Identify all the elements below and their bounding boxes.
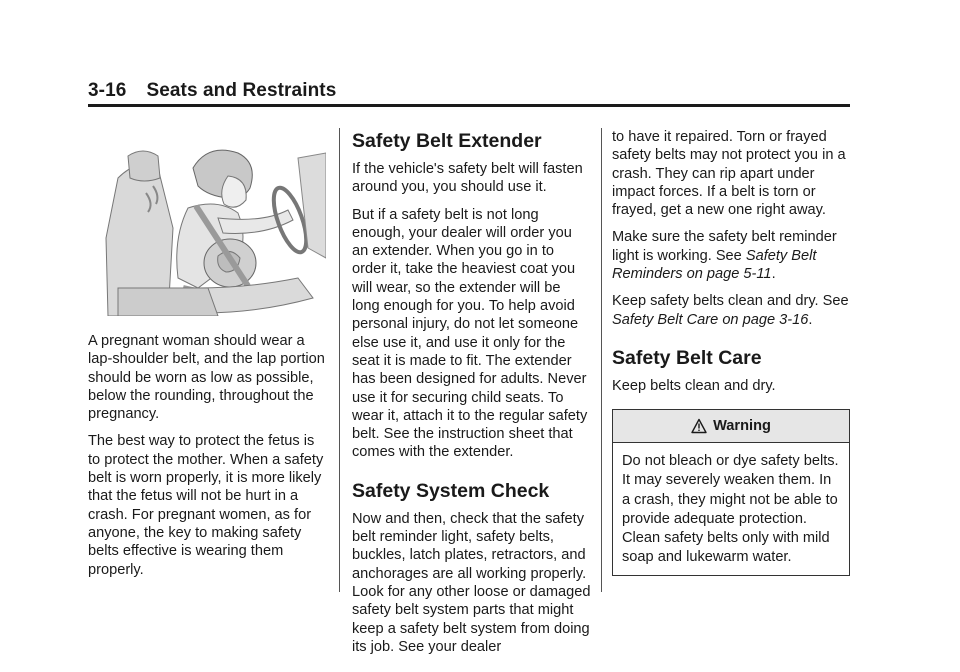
page-header [88,80,336,102]
page-number: 3-16 [88,80,127,101]
column-1 [88,128,328,588]
column-divider-right [601,128,602,592]
column-3 [612,128,852,576]
cross-reference-link[interactable]: Safety Belt Reminders on page 5-11 [612,247,817,283]
section-title: Seats and Restraints [146,80,337,101]
pregnant-woman-seatbelt-illustration [98,138,326,316]
paragraph: Keep safety belts clean and dry. See Safety Belt Care on page 3-16. [612,293,849,328]
column-divider-left [339,128,340,592]
column-2 [352,128,592,665]
warning-header [613,410,849,443]
paragraph: But if a safety belt is not long enough, your dealer will order you an extender. When you go in to order it, take the heaviest coat you will wear, so the extender will be long enough for you. To help avoid personal injury, do not let someone else use it, and use it only for the seat it is made to fit. The extender has been designed for adults. Never use it for securing child seats. To wear it, attach it to the regular safety belt. See the instruction sheet that comes with the extender. [352,206,588,461]
header-rule [88,104,850,107]
warning-box [612,409,850,576]
paragraph: to have it repaired. Torn or frayed safety belts may not protect you in a crash. They can rip apart under impact forces. If a belt is torn or frayed, get a new one right away. [612,129,846,219]
warning-triangle-icon [691,418,707,434]
paragraph: Now and then, check that the safety belt reminder light, safety belts, buckles, latch plates, retractors, and anchorages are all working properly. Look for any other loose or damaged safety belt system parts that might keep a safety belt system from doing its job. See your dealer [352,510,591,655]
paragraph: Keep belts clean and dry. [612,377,776,394]
paragraph: The best way to protect the fetus is to protect the mother. When a safety belt is worn properly, it is more likely that the fetus will not be hurt in a crash. For pregnant women, as for anyone, the key to making safety belts effective is wearing them properly. [88,433,324,578]
warning-body: Do not bleach or dye safety belts. It may severely weaken them. In a crash, they might not be able to provide adequate protection. Clean safety belts only with mild soap and lukewarm water. [622,453,839,566]
section-heading-extender: Safety Belt Extender [352,130,542,152]
warning-title: Warning [713,418,771,435]
section-heading-belt-care: Safety Belt Care [612,346,762,369]
paragraph: If the vehicle's safety belt will fasten around you, you should use it. [352,161,583,196]
cross-reference-link[interactable]: Safety Belt Care on page 3-16 [612,311,809,328]
paragraph: Make sure the safety belt reminder light is working. See Safety Belt Reminders on page 5-11. [612,229,837,283]
section-heading-system-check: Safety System Check [352,479,550,502]
paragraph: A pregnant woman should wear a lap-shoulder belt, and the lap portion should be worn as low as possible, below the rounding, throughout the pregnancy. [88,333,325,423]
